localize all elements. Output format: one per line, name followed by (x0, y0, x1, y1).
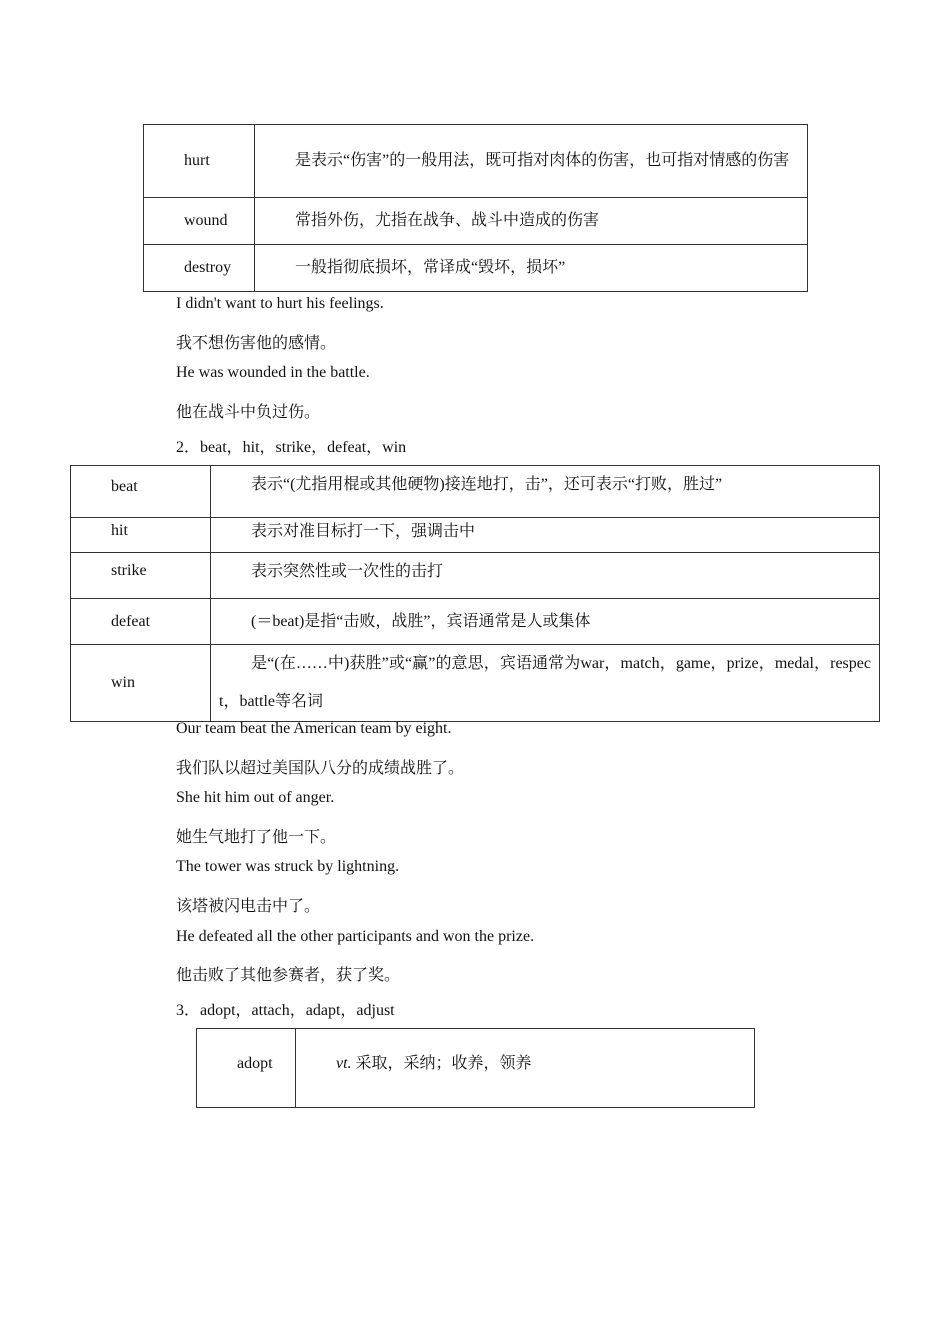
table-row (71, 466, 880, 518)
definition-cell (255, 245, 808, 292)
definition-text: 采取，采纳；收养，领养 (355, 1055, 532, 1072)
example-sentence: She hit him out of anger. (176, 789, 335, 806)
table-row (144, 198, 808, 245)
term-cell: adopt (197, 1029, 296, 1108)
example-translation: 该塔被闪电击中了。 (176, 898, 321, 915)
example-translation: 他在战斗中负过伤。 (176, 404, 321, 421)
example-sentence: I didn't want to hurt his feelings. (176, 295, 384, 312)
definition-cell (211, 599, 880, 645)
definition-text: 一般指彻底损坏，常译成“毁坏，损坏” (295, 259, 566, 276)
definition-cell (296, 1029, 755, 1108)
table-row (71, 645, 880, 722)
example-sentence: He defeated all the other participants and won the prize. (176, 928, 535, 945)
example-sentence: Our team beat the American team by eight. (176, 720, 452, 737)
table-row (144, 245, 808, 292)
table-row (144, 125, 808, 198)
table-row (71, 553, 880, 599)
definition-text: 表示对准目标打一下，强调击中 (251, 523, 476, 540)
term-cell: win (71, 645, 211, 722)
definition-text: (＝beat)是指“击败，战胜”，宾语通常是人或集体 (251, 612, 591, 630)
table-row (71, 518, 880, 553)
example-translation: 我们队以超过美国队八分的成绩战胜了。 (176, 760, 465, 777)
definition-text: 表示“(尤指用棍或其他硬物)接连地打，击”，还可表示“打败，胜过” (251, 476, 723, 493)
table-row (197, 1029, 755, 1108)
definition-text: 是“(在……中)获胜”或“赢”的意思，宾语通常为war，match，game，prize，medal，respect，battle等名词 (219, 655, 871, 710)
definition-text: 是表示“伤害”的一般用法，既可指对肉体的伤害，也可指对情感的伤害 (295, 152, 790, 169)
term-cell: defeat (71, 599, 211, 645)
term-cell: hurt (144, 125, 255, 198)
definition-cell (211, 518, 880, 553)
definition-text: 表示突然性或一次性的击打 (251, 563, 444, 580)
definition-cell (211, 645, 880, 722)
definition-cell (211, 466, 880, 518)
word-table-2 (70, 465, 880, 722)
term-cell: strike (71, 553, 211, 599)
example-translation: 我不想伤害他的感情。 (176, 335, 337, 352)
section-heading-3: 3．adopt，attach，adapt，adjust (176, 1002, 395, 1019)
example-sentence: He was wounded in the battle. (176, 364, 370, 381)
definition-text: 常指外伤，尤指在战争、战斗中造成的伤害 (295, 212, 600, 229)
part-of-speech: vt. (336, 1055, 352, 1072)
definition-cell (255, 198, 808, 245)
term-cell: wound (144, 198, 255, 245)
example-sentence: The tower was struck by lightning. (176, 858, 400, 875)
term-cell: beat (71, 466, 211, 518)
definition-cell (211, 553, 880, 599)
term-cell: hit (71, 518, 211, 553)
term-cell: destroy (144, 245, 255, 292)
example-translation: 他击败了其他参赛者，获了奖。 (176, 967, 401, 984)
section-heading-2: 2．beat，hit，strike，defeat，win (176, 439, 407, 456)
word-table-1 (143, 124, 808, 292)
definition-cell (255, 125, 808, 198)
table-row (71, 599, 880, 645)
word-table-3 (196, 1028, 755, 1108)
example-translation: 她生气地打了他一下。 (176, 829, 337, 846)
